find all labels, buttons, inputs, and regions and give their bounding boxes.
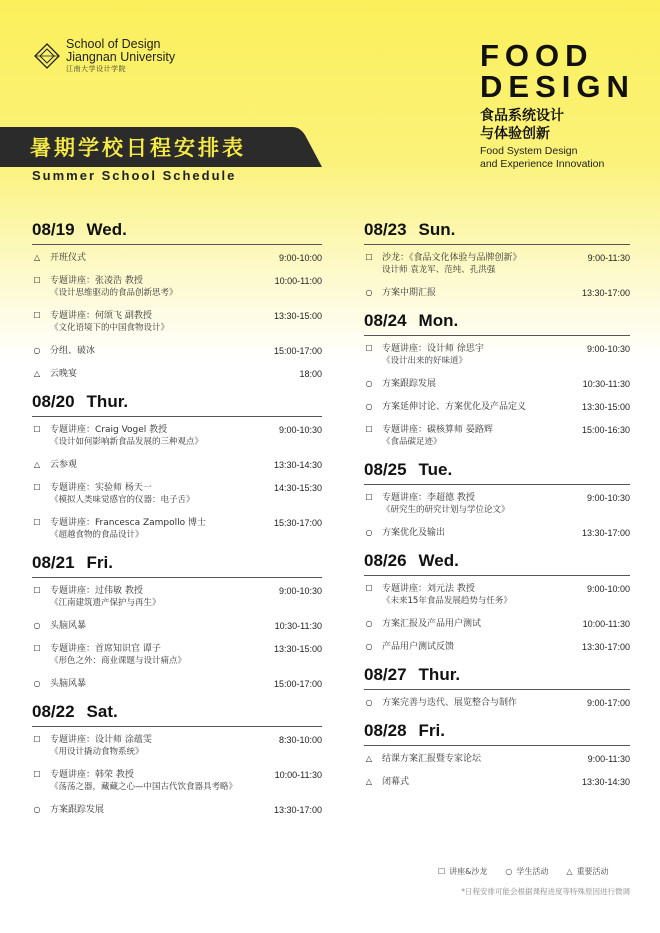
event-title: 专题讲座：Francesca Zampollo 博士 xyxy=(50,518,206,528)
event-text xyxy=(382,424,493,448)
event-subtitle: 《设计如何影响新食品发展的三种观点》 xyxy=(50,437,204,447)
event-info xyxy=(364,583,512,607)
event-row xyxy=(364,641,630,653)
event-row xyxy=(32,585,322,609)
day-header xyxy=(364,719,630,746)
legend-item xyxy=(566,866,608,877)
day-date: 08/20 xyxy=(32,392,75,411)
day-weekday: Thur. xyxy=(418,665,461,684)
event-text xyxy=(50,275,178,299)
event-subtitle: 《超越食物的食品设计》 xyxy=(50,530,144,540)
event-text xyxy=(50,424,203,448)
event-time: 13:30-14:30 xyxy=(581,777,630,787)
event-subtitle: 《形色之外：商业课题与设计痛点》 xyxy=(50,656,187,666)
event-time: 9:00-10:00 xyxy=(586,584,630,594)
event-row xyxy=(364,424,630,448)
event-title: 开班仪式 xyxy=(50,253,87,263)
event-text xyxy=(382,252,522,276)
event-info xyxy=(32,585,161,609)
day-date: 08/28 xyxy=(364,721,407,740)
day-header xyxy=(364,218,630,245)
event-row xyxy=(32,310,322,334)
square-icon: ☐ xyxy=(33,586,41,595)
square-icon: ☐ xyxy=(365,493,373,502)
square-icon: ☐ xyxy=(33,735,41,744)
event-title: 方案跟踪发展 xyxy=(382,379,437,389)
square-icon: ☐ xyxy=(33,311,41,320)
university-name-en: Jiangnan University xyxy=(66,50,176,65)
day-block xyxy=(32,700,322,826)
event-text xyxy=(382,641,454,653)
event-list xyxy=(364,690,630,719)
title-banner xyxy=(0,127,322,167)
event-time: 13:30-17:00 xyxy=(581,288,630,298)
circle-icon: ○ xyxy=(365,379,373,388)
event-time: 18:00 xyxy=(299,369,322,379)
event-row xyxy=(32,643,322,667)
circle-icon: ○ xyxy=(365,642,373,651)
event-text xyxy=(382,343,484,367)
square-icon: ☐ xyxy=(438,867,446,876)
event-list xyxy=(32,417,322,551)
schedule-column-left xyxy=(32,218,322,826)
legend xyxy=(438,866,609,877)
schedule-note: *日程安排可能会根据课程进度等特殊原因进行微调 xyxy=(461,887,630,896)
event-text xyxy=(50,368,77,380)
day-date: 08/23 xyxy=(364,220,407,239)
event-row xyxy=(32,252,322,264)
day-date: 08/24 xyxy=(364,311,407,330)
event-subtitle: 《文化语境下的中国食物设计》 xyxy=(50,323,170,333)
school-name-cn: 江南大学设计学院 xyxy=(66,65,126,74)
day-block xyxy=(364,458,630,549)
day-block xyxy=(364,719,630,798)
event-info xyxy=(32,734,152,758)
day-weekday: Thur. xyxy=(86,392,129,411)
event-info xyxy=(364,753,481,765)
event-info xyxy=(32,769,237,793)
event-title: 专题讲座：碳核算师 晏路辉 xyxy=(382,425,493,435)
day-weekday: Wed. xyxy=(86,220,127,239)
event-time: 15:30-17:00 xyxy=(273,518,322,528)
legend-label: 讲座&沙龙 xyxy=(449,867,488,876)
event-info xyxy=(364,492,510,516)
event-info xyxy=(32,643,186,667)
event-text xyxy=(50,585,161,609)
day-weekday: Wed. xyxy=(418,551,459,570)
brand-en-line2: and Experience Innovation xyxy=(480,158,605,170)
brand-cn-line1: 食品系统设计 xyxy=(480,108,564,124)
brand-cn-line2: 与体验创新 xyxy=(480,126,550,142)
event-row xyxy=(364,343,630,367)
day-block xyxy=(32,390,322,551)
event-row xyxy=(32,424,322,448)
event-row xyxy=(364,492,630,516)
day-date: 08/22 xyxy=(32,702,75,721)
day-weekday: Fri. xyxy=(418,721,445,740)
brand-title-line1: FOOD xyxy=(480,38,594,73)
day-date: 08/25 xyxy=(364,460,407,479)
event-info xyxy=(364,401,526,413)
event-subtitle: 《研究生的研究计划与学位论文》 xyxy=(382,505,510,515)
legend-label: 学生活动 xyxy=(516,867,549,876)
event-text xyxy=(50,482,195,506)
event-time: 9:00-10:30 xyxy=(278,425,322,435)
event-text xyxy=(50,517,206,541)
square-icon: ☐ xyxy=(33,276,41,285)
event-list xyxy=(32,727,322,826)
event-text xyxy=(382,527,445,539)
event-time: 9:00-17:00 xyxy=(586,698,630,708)
day-header xyxy=(32,700,322,727)
event-row xyxy=(364,378,630,390)
event-row xyxy=(364,527,630,539)
event-subtitle: 《模拟人类味觉感官的仪器：电子舌》 xyxy=(50,495,195,505)
event-list xyxy=(364,746,630,798)
day-block xyxy=(32,218,322,390)
event-text xyxy=(382,378,436,390)
circle-icon: ○ xyxy=(33,805,41,814)
day-header xyxy=(364,309,630,336)
event-text xyxy=(50,678,86,690)
day-date: 08/21 xyxy=(32,553,75,572)
event-text xyxy=(382,287,436,299)
event-info xyxy=(364,697,517,709)
event-text xyxy=(50,459,77,471)
event-text xyxy=(50,769,237,793)
event-subtitle: 《荡荡之器，藏藏之心—中国古代饮食器具考略》 xyxy=(50,782,238,792)
circle-icon: ○ xyxy=(505,867,513,876)
day-block xyxy=(364,309,630,458)
banner-title-cn: 暑期学校日程安排表 xyxy=(30,136,246,160)
event-title: 方案跟踪发展 xyxy=(50,805,105,815)
event-text xyxy=(50,734,152,758)
event-title: 闭幕式 xyxy=(382,777,410,787)
day-header xyxy=(364,458,630,485)
event-time: 13:30-15:00 xyxy=(273,644,322,654)
circle-icon: ○ xyxy=(365,698,373,707)
circle-icon: ○ xyxy=(365,402,373,411)
event-text xyxy=(50,310,169,334)
event-title: 专题讲座：首席知识官 谭子 xyxy=(50,644,161,654)
day-weekday: Sat. xyxy=(86,702,118,721)
event-text xyxy=(382,401,526,413)
event-info xyxy=(364,641,454,653)
event-title: 专题讲座：韩荣 教授 xyxy=(50,770,134,780)
event-info xyxy=(32,345,95,357)
triangle-icon: △ xyxy=(33,253,41,262)
square-icon: ☐ xyxy=(33,483,41,492)
banner-title-en: Summer School Schedule xyxy=(32,168,237,183)
school-logo xyxy=(34,38,175,74)
triangle-icon: △ xyxy=(566,867,573,876)
school-logo-icon xyxy=(34,43,60,69)
square-icon: ☐ xyxy=(365,425,373,434)
triangle-icon: △ xyxy=(365,777,373,786)
event-info xyxy=(364,287,436,299)
day-weekday: Sun. xyxy=(418,220,456,239)
legend-item xyxy=(438,866,487,877)
event-row xyxy=(364,697,630,709)
day-date: 08/26 xyxy=(364,551,407,570)
event-time: 10:00-11:30 xyxy=(582,619,630,629)
event-row xyxy=(32,275,322,299)
legend-label: 重要活动 xyxy=(576,867,609,876)
brand-title-line2: DESIGN xyxy=(480,69,635,104)
event-title: 专题讲座：过伟敏 教授 xyxy=(50,586,143,596)
square-icon: ☐ xyxy=(33,518,41,527)
event-info xyxy=(32,804,104,816)
event-time: 9:00-10:30 xyxy=(586,344,630,354)
triangle-icon: △ xyxy=(33,460,41,469)
day-date: 08/19 xyxy=(32,220,75,239)
day-weekday: Fri. xyxy=(86,553,113,572)
event-row xyxy=(32,517,322,541)
event-text xyxy=(50,252,86,264)
event-info xyxy=(364,527,445,539)
event-row xyxy=(364,776,630,788)
event-title: 专题讲座：何颂飞 副教授 xyxy=(50,311,152,321)
circle-icon: ○ xyxy=(33,679,41,688)
event-time: 13:30-14:30 xyxy=(273,460,322,470)
event-title: 专题讲座：设计师 徐思宇 xyxy=(382,344,484,354)
event-time: 10:00-11:30 xyxy=(274,770,322,780)
event-info xyxy=(32,275,178,299)
day-block xyxy=(364,549,630,663)
event-row xyxy=(364,401,630,413)
event-row xyxy=(364,753,630,765)
event-text xyxy=(50,643,186,667)
event-list xyxy=(364,485,630,549)
event-time: 9:00-10:30 xyxy=(586,493,630,503)
event-title: 产品用户测试反馈 xyxy=(382,642,455,652)
day-block xyxy=(364,218,630,309)
event-time: 13:30-17:00 xyxy=(581,642,630,652)
event-row xyxy=(32,804,322,816)
school-name-en: School of Design xyxy=(66,37,161,51)
event-title: 方案延伸讨论、方案优化及产品定义 xyxy=(382,402,527,412)
event-time: 9:00-10:00 xyxy=(278,253,322,263)
event-time: 13:30-17:00 xyxy=(273,805,322,815)
legend-item xyxy=(505,866,548,877)
event-info xyxy=(32,252,86,264)
event-title: 分组、破冰 xyxy=(50,346,96,356)
day-header xyxy=(32,551,322,578)
event-subtitle: 《设计思维驱动的食品创新思考》 xyxy=(50,288,178,298)
event-info xyxy=(32,424,203,448)
event-title: 沙龙：《食品文化体验与品牌创新》 xyxy=(382,253,522,263)
event-row xyxy=(364,252,630,276)
square-icon: ☐ xyxy=(33,770,41,779)
event-row xyxy=(32,345,322,357)
event-time: 10:30-11:30 xyxy=(274,621,322,631)
day-block xyxy=(364,663,630,719)
day-header xyxy=(32,390,322,417)
square-icon: ☐ xyxy=(33,425,41,434)
event-time: 15:00-17:00 xyxy=(273,346,322,356)
day-block xyxy=(32,551,322,700)
event-row xyxy=(364,583,630,607)
event-row xyxy=(32,769,322,793)
event-text xyxy=(382,583,512,607)
event-info xyxy=(364,343,484,367)
square-icon: ☐ xyxy=(365,253,373,262)
event-time: 10:30-11:30 xyxy=(582,379,630,389)
event-time: 15:00-17:00 xyxy=(273,679,322,689)
event-row xyxy=(32,459,322,471)
circle-icon: ○ xyxy=(365,528,373,537)
event-info xyxy=(32,620,86,632)
event-title: 方案汇报及产品用户测试 xyxy=(382,619,482,629)
event-title: 方案中期汇报 xyxy=(382,288,437,298)
event-title: 方案优化及输出 xyxy=(382,528,446,538)
event-row xyxy=(32,678,322,690)
event-row xyxy=(364,618,630,630)
event-title: 专题讲座：刘元法 教授 xyxy=(382,584,475,594)
event-time: 8:30-10:00 xyxy=(278,735,322,745)
event-time: 13:30-15:00 xyxy=(273,311,322,321)
event-title: 云参观 xyxy=(50,460,78,470)
event-subtitle: 设计师 袁龙军、范纯、孔洪强 xyxy=(382,265,496,275)
event-subtitle: 《设计出来的好味道》 xyxy=(382,356,468,366)
circle-icon: ○ xyxy=(365,619,373,628)
event-subtitle: 《未来15年食品发展趋势与任务》 xyxy=(382,596,512,606)
event-row xyxy=(32,620,322,632)
triangle-icon: △ xyxy=(365,754,373,763)
event-text xyxy=(382,618,481,630)
square-icon: ☐ xyxy=(33,644,41,653)
event-info xyxy=(32,482,195,506)
event-title: 专题讲座：李超德 教授 xyxy=(382,493,475,503)
event-list xyxy=(32,245,322,390)
event-title: 专题讲座：张凌浩 教授 xyxy=(50,276,143,286)
event-title: 头脑风暴 xyxy=(50,679,87,689)
event-info xyxy=(364,776,409,788)
event-subtitle: 《食品碳足迹》 xyxy=(382,437,442,447)
event-info xyxy=(32,517,206,541)
event-time: 15:00-16:30 xyxy=(581,425,630,435)
event-time: 10:00-11:00 xyxy=(274,276,322,286)
event-info xyxy=(364,378,436,390)
event-text xyxy=(382,776,409,788)
circle-icon: ○ xyxy=(33,621,41,630)
event-list xyxy=(364,576,630,663)
event-time: 9:00-11:30 xyxy=(587,253,630,263)
event-time: 13:30-17:00 xyxy=(581,528,630,538)
circle-icon: ○ xyxy=(33,346,41,355)
event-text xyxy=(50,620,86,632)
triangle-icon: △ xyxy=(33,369,41,378)
square-icon: ☐ xyxy=(365,584,373,593)
event-time: 13:30-15:00 xyxy=(581,402,630,412)
event-row xyxy=(32,482,322,506)
circle-icon: ○ xyxy=(365,288,373,297)
event-info xyxy=(32,678,86,690)
event-text xyxy=(50,804,104,816)
event-time: 9:00-10:30 xyxy=(278,586,322,596)
event-title: 云晚宴 xyxy=(50,369,78,379)
day-weekday: Tue. xyxy=(418,460,453,479)
event-info xyxy=(32,368,77,380)
event-title: 头脑风暴 xyxy=(50,621,87,631)
event-info xyxy=(364,618,481,630)
day-header xyxy=(32,218,322,245)
day-header xyxy=(364,549,630,576)
event-text xyxy=(382,697,517,709)
event-title: 方案完善与迭代、展览整合与制作 xyxy=(382,698,518,708)
event-list xyxy=(364,245,630,309)
event-text xyxy=(382,492,510,516)
event-title: 专题讲座：实验师 杨天一 xyxy=(50,483,152,493)
food-design-brand xyxy=(480,38,635,171)
day-header xyxy=(364,663,630,690)
event-info xyxy=(364,252,522,276)
event-subtitle: 《用设计撬动食物系统》 xyxy=(50,747,144,757)
schedule-column-right xyxy=(364,218,630,798)
event-row xyxy=(32,368,322,380)
event-subtitle: 《江南建筑遗产保护与再生》 xyxy=(50,598,161,608)
event-time: 9:00-11:30 xyxy=(587,754,630,764)
event-text xyxy=(382,753,481,765)
square-icon: ☐ xyxy=(365,344,373,353)
event-row xyxy=(32,734,322,758)
brand-en-line1: Food System Design xyxy=(480,145,578,157)
event-time: 14:30-15:30 xyxy=(273,483,322,493)
day-date: 08/27 xyxy=(364,665,407,684)
event-title: 专题讲座：Craig Vogel 教授 xyxy=(50,425,168,435)
event-list xyxy=(32,578,322,700)
event-title: 结课方案汇报暨专家论坛 xyxy=(382,754,482,764)
day-weekday: Mon. xyxy=(418,311,459,330)
event-text xyxy=(50,345,95,357)
event-title: 专题讲座：设计师 涂蕴雯 xyxy=(50,735,152,745)
event-info xyxy=(32,459,77,471)
event-list xyxy=(364,336,630,458)
event-info xyxy=(32,310,169,334)
event-info xyxy=(364,424,493,448)
event-row xyxy=(364,287,630,299)
